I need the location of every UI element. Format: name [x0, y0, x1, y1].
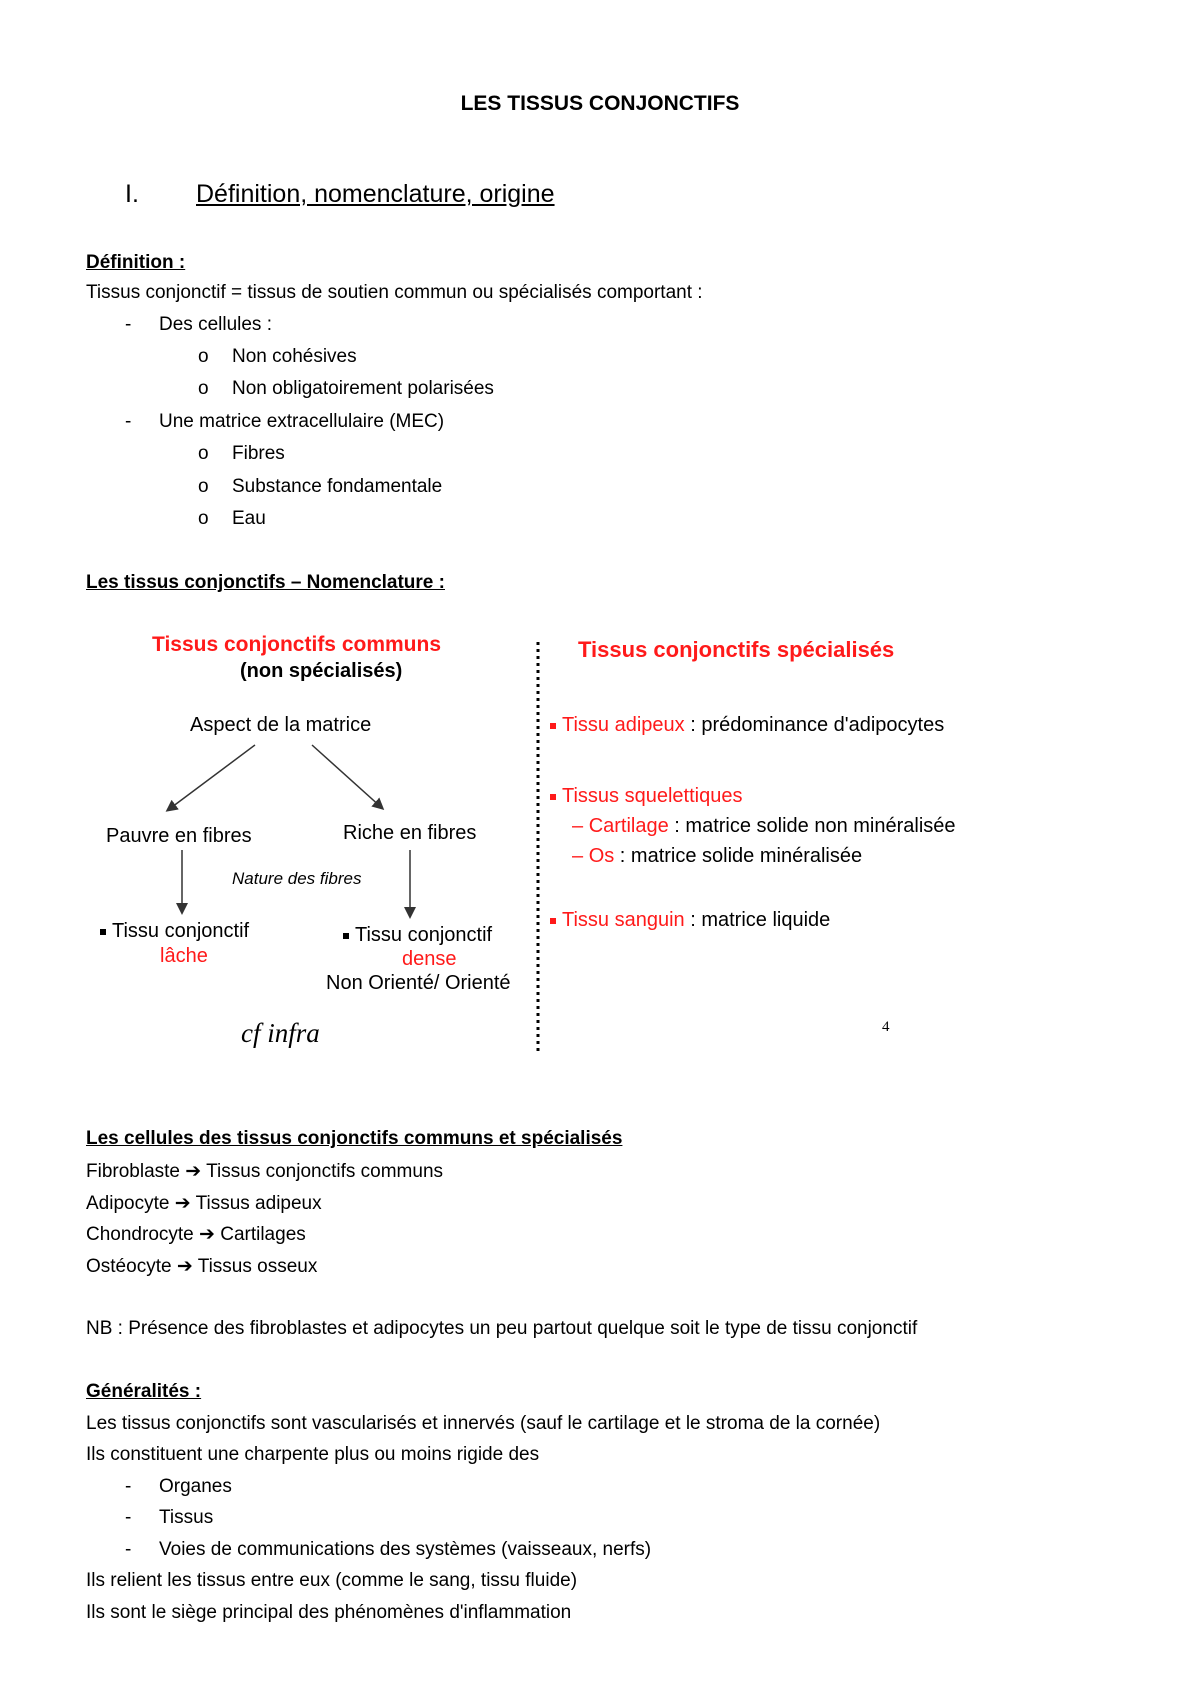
cell-row: Chondrocyte ➔ Cartilages [86, 1223, 306, 1245]
common-tissues-subtitle: (non spécialisés) [240, 660, 403, 682]
bullet-marker: o [198, 476, 209, 497]
definition-subitem: Non cohésives [232, 346, 357, 367]
rich-fibers-label: Riche en fibres [343, 822, 477, 844]
loose-tissue-type: lâche [160, 945, 208, 967]
generalities-line: Ils constituent une charpente plus ou moins rigide des [86, 1444, 540, 1465]
blood-item: Tissu sanguin : matrice liquide [550, 909, 830, 932]
loose-tissue-label: Tissu conjonctif [100, 920, 249, 943]
dash-marker: - [125, 314, 132, 335]
bullet-square-icon [100, 929, 106, 935]
matrix-aspect-label: Aspect de la matrice [190, 714, 372, 736]
slide-number: 4 [882, 1019, 890, 1035]
poor-fibers-label: Pauvre en fibres [106, 825, 252, 847]
generalities-item: Organes [159, 1476, 232, 1497]
cell-row: Fibroblaste ➔ Tissus conjonctifs communs [86, 1160, 444, 1182]
definition-intro: Tissus conjonctif = tissus de soutien commun ou spécialisés comportant : [86, 282, 703, 303]
definition-subitem: Eau [232, 508, 266, 529]
definition-heading: Définition : [86, 252, 186, 273]
page-title: LES TISSUS CONJONCTIFS [460, 92, 740, 115]
cells-heading: Les cellules des tissus conjonctifs communs et spécialisés [86, 1128, 623, 1149]
bullet-marker: o [198, 346, 209, 367]
specialized-tissues-title: Tissus conjonctifs spécialisés [578, 637, 895, 662]
dash-marker: - [125, 411, 132, 432]
bullet-marker: o [198, 443, 209, 464]
generalities-line: Ils relient les tissus entre eux (comme le sang, tissu fluide) [86, 1570, 578, 1591]
definition-item: Une matrice extracellulaire (MEC) [159, 411, 445, 432]
section-title: Définition, nomenclature, origine [196, 180, 555, 208]
arrow-right-icon: ➔ [199, 1223, 215, 1245]
section-number: I. [125, 180, 139, 208]
arrow-right-icon: ➔ [185, 1160, 202, 1182]
dash-marker: - [125, 1507, 132, 1528]
definition-subitem: Non obligatoirement polarisées [232, 378, 494, 399]
definition-item: Des cellules : [159, 314, 272, 335]
arrow-to-pauvre [168, 745, 255, 810]
arrow-right-icon: ➔ [176, 1255, 193, 1277]
nb-note: NB : Présence des fibroblastes et adipocytes un peu partout quelque soit le type de tissu conjonctif [86, 1318, 918, 1339]
dense-orientation: Non Orienté/ Orienté [326, 972, 511, 994]
dash-marker: - [125, 1539, 132, 1560]
bullet-marker: o [198, 378, 209, 399]
cf-infra-note: cf infra [241, 1018, 320, 1048]
arrow-to-riche [312, 745, 382, 808]
dense-tissue-label: Tissu conjonctif [343, 924, 492, 947]
nomenclature-heading: Les tissus conjonctifs – Nomenclature : [86, 572, 445, 593]
skeletal-item: Tissus squelettiques [550, 785, 742, 808]
bullet-square-icon [550, 723, 556, 729]
adipose-item: Tissu adipeux : prédominance d'adipocytes [550, 714, 944, 737]
bullet-marker: o [198, 508, 209, 529]
generalities-line: Ils sont le siège principal des phénomènes d'inflammation [86, 1602, 572, 1623]
cell-row: Adipocyte ➔ Tissus adipeux [86, 1192, 322, 1214]
bone-item: – Os : matrice solide minéralisée [572, 845, 863, 867]
dense-tissue-type: dense [402, 948, 457, 970]
dash-marker: - [125, 1476, 132, 1497]
arrow-right-icon: ➔ [174, 1192, 191, 1214]
bullet-square-icon [550, 794, 556, 800]
bullet-square-icon [550, 918, 556, 924]
definition-subitem: Substance fondamentale [232, 476, 443, 497]
generalities-line: Les tissus conjonctifs sont vascularisés et innervés (sauf le cartilage et le stroma de la cornée) [86, 1413, 881, 1434]
generalities-item: Voies de communications des systèmes (vaisseaux, nerfs) [159, 1539, 652, 1560]
fiber-nature-label: Nature des fibres [232, 869, 362, 888]
common-tissues-title: Tissus conjonctifs communs [152, 633, 442, 656]
cartilage-item: – Cartilage : matrice solide non minéralisée [572, 815, 956, 837]
generalities-item: Tissus [159, 1507, 214, 1528]
cell-row: Ostéocyte ➔ Tissus osseux [86, 1255, 318, 1277]
definition-subitem: Fibres [232, 443, 285, 464]
bullet-square-icon [343, 933, 349, 939]
generalities-heading: Généralités : [86, 1381, 202, 1402]
